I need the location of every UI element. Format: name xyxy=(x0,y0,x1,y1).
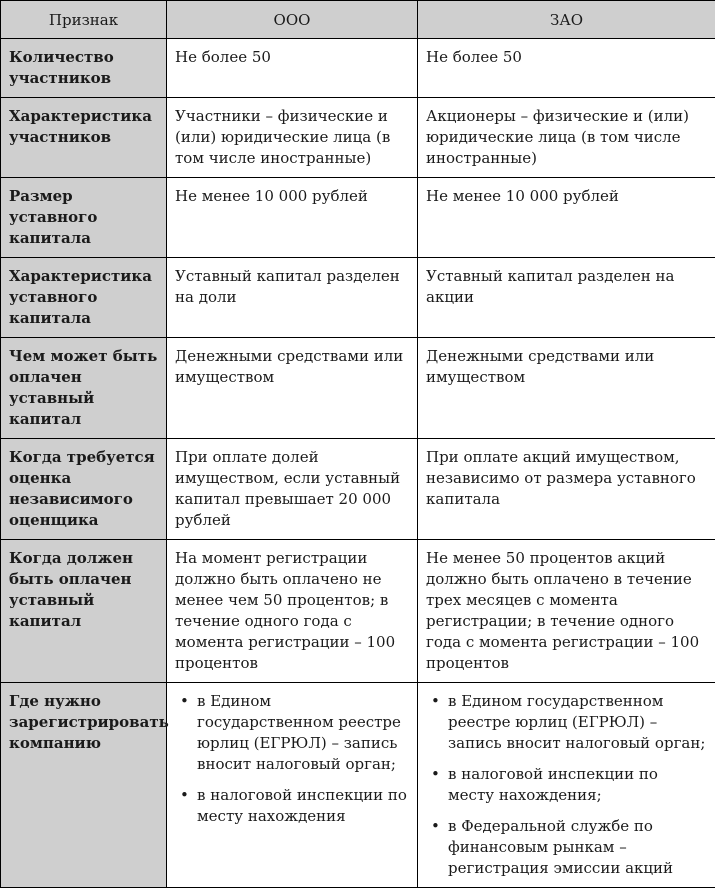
list-item xyxy=(426,764,708,806)
table-row xyxy=(1,98,715,178)
row-label: Размер уставного капитала xyxy=(1,178,167,258)
list-item-text: в Едином государственном реестре юрлиц (ЕГРЮЛ) – запись вносит налоговый орган; xyxy=(197,692,401,773)
row-label: Количество участников xyxy=(1,39,167,98)
table-row xyxy=(1,439,715,540)
list-item xyxy=(426,816,708,879)
row-zao-value: Уставный капитал разделен на акции xyxy=(418,258,715,338)
table-row xyxy=(1,338,715,439)
row-zao-value: Не менее 10 000 рублей xyxy=(418,178,715,258)
row-label: Когда должен быть оплачен уставный капитал xyxy=(1,540,167,683)
list-item-text: в налоговой инспекции по месту нахождения; xyxy=(448,765,658,804)
list-item xyxy=(175,785,410,827)
ooo-registration-list xyxy=(175,691,410,827)
row-ooo-value: Участники – физические и (или) юридические лица (в том числе иностранные) xyxy=(167,98,418,178)
table-row xyxy=(1,258,715,338)
list-item-text: в Федеральной службе по финансовым рынкам – регистрация эмиссии акций xyxy=(448,817,674,877)
table-row xyxy=(1,178,715,258)
row-ooo-value: Не более 50 xyxy=(167,39,418,98)
zao-registration-list xyxy=(426,691,708,879)
row-ooo-list-cell xyxy=(167,683,418,888)
bullet-icon: • xyxy=(431,817,440,835)
row-ooo-value: Уставный капитал разделен на доли xyxy=(167,258,418,338)
header-feature: Признак xyxy=(1,1,167,39)
table-row-registration xyxy=(1,683,715,888)
header-zao: ЗАО xyxy=(418,1,715,39)
row-zao-value: Не менее 50 процентов акций должно быть оплачено в течение трех месяцев с момента регистрации; в течение одного года с момента регистрации – 100 процентов xyxy=(418,540,715,683)
table-row xyxy=(1,39,715,98)
row-label: Характеристика участников xyxy=(1,98,167,178)
list-item xyxy=(175,691,410,775)
row-ooo-value: Денежными средствами или имуществом xyxy=(167,338,418,439)
row-ooo-value: Не менее 10 000 рублей xyxy=(167,178,418,258)
row-label: Где нужно зарегистрировать компанию xyxy=(1,683,167,888)
row-label: Чем может быть оплачен уставный капитал xyxy=(1,338,167,439)
row-label: Характеристика уставного капитала xyxy=(1,258,167,338)
row-zao-value: Акционеры – физические и (или) юридические лица (в том числе иностранные) xyxy=(418,98,715,178)
row-zao-value: Денежными средствами или имуществом xyxy=(418,338,715,439)
bullet-icon: • xyxy=(180,692,189,710)
header-ooo: ООО xyxy=(167,1,418,39)
row-zao-value: При оплате акций имуществом, независимо от размера уставного капитала xyxy=(418,439,715,540)
table-header-row xyxy=(1,1,715,39)
row-zao-list-cell xyxy=(418,683,715,888)
bullet-icon: • xyxy=(180,786,189,804)
row-zao-value: Не более 50 xyxy=(418,39,715,98)
list-item-text: в налоговой инспекции по месту нахождения xyxy=(197,786,407,825)
table-row xyxy=(1,540,715,683)
list-item xyxy=(426,691,708,754)
bullet-icon: • xyxy=(431,765,440,783)
row-label: Когда требуется оценка независимого оценщика xyxy=(1,439,167,540)
list-item-text: в Едином государственном реестре юрлиц (ЕГРЮЛ) – запись вносит налоговый орган; xyxy=(448,692,706,752)
row-ooo-value: При оплате долей имуществом, если уставный капитал превышает 20 000 рублей xyxy=(167,439,418,540)
row-ooo-value: На момент регистрации должно быть оплачено не менее чем 50 процентов; в течение одного года с момента регистрации – 100 процентов xyxy=(167,540,418,683)
bullet-icon: • xyxy=(431,692,440,710)
